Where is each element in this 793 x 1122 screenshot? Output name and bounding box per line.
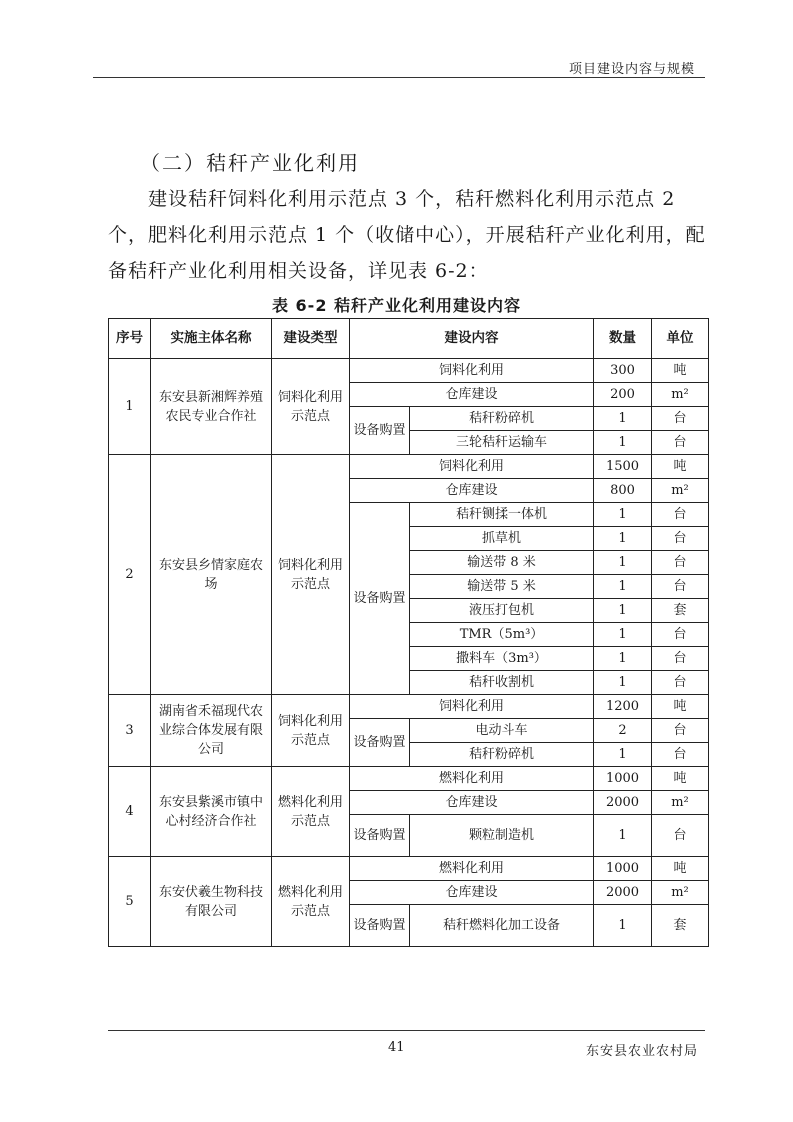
page-number: 41	[388, 1040, 405, 1055]
cell-quantity: 1	[594, 503, 652, 527]
cell-unit: 台	[652, 575, 709, 599]
cell-equip-label: 设备购置	[350, 719, 410, 767]
cell-type: 饲料化利用示范点	[272, 695, 350, 767]
cell-seq: 1	[109, 359, 151, 455]
cell-quantity: 1	[594, 575, 652, 599]
cell-quantity: 1	[594, 905, 652, 947]
cell-content: 颗粒制造机	[410, 815, 594, 857]
cell-quantity: 2	[594, 719, 652, 743]
cell-entity: 东安县紫溪市镇中心村经济合作社	[151, 767, 272, 857]
cell-unit: 台	[652, 671, 709, 695]
cell-entity: 东安伏羲生物科技有限公司	[151, 857, 272, 947]
cell-content: 三轮秸秆运输车	[410, 431, 594, 455]
table-row	[109, 857, 709, 881]
cell-entity: 东安县新湘辉养殖农民专业合作社	[151, 359, 272, 455]
cell-unit: 套	[652, 905, 709, 947]
cell-unit: 台	[652, 647, 709, 671]
cell-content: 饲料化利用	[350, 455, 594, 479]
cell-quantity: 1	[594, 599, 652, 623]
cell-quantity: 1000	[594, 857, 652, 881]
cell-content: TMR（5m³）	[410, 623, 594, 647]
cell-quantity: 1500	[594, 455, 652, 479]
cell-equip-label: 设备购置	[350, 905, 410, 947]
cell-entity: 东安县乡情家庭农场	[151, 455, 272, 695]
footer-divider	[108, 1030, 705, 1031]
cell-unit: 台	[652, 551, 709, 575]
cell-content: 秸秆粉碎机	[410, 407, 594, 431]
cell-quantity: 1	[594, 671, 652, 695]
cell-content: 电动斗车	[410, 719, 594, 743]
cell-quantity: 1	[594, 407, 652, 431]
cell-seq: 5	[109, 857, 151, 947]
table-row	[109, 767, 709, 791]
cell-type: 饲料化利用示范点	[272, 455, 350, 695]
cell-unit: 台	[652, 527, 709, 551]
cell-content: 液压打包机	[410, 599, 594, 623]
cell-unit: m²	[652, 791, 709, 815]
cell-unit: 台	[652, 743, 709, 767]
cell-seq: 2	[109, 455, 151, 695]
cell-quantity: 1	[594, 623, 652, 647]
cell-unit: m²	[652, 881, 709, 905]
cell-unit: 吨	[652, 455, 709, 479]
cell-unit: 吨	[652, 767, 709, 791]
cell-content: 燃料化利用	[350, 767, 594, 791]
table-row	[109, 455, 709, 479]
cell-quantity: 1200	[594, 695, 652, 719]
cell-content: 撒料车（3m³）	[410, 647, 594, 671]
section-title: （二）秸秆产业化利用	[140, 151, 360, 175]
cell-type: 燃料化利用示范点	[272, 857, 350, 947]
running-header: 项目建设内容与规模	[568, 62, 695, 77]
cell-quantity: 1	[594, 743, 652, 767]
cell-type: 饲料化利用示范点	[272, 359, 350, 455]
cell-unit: 吨	[652, 359, 709, 383]
cell-content: 饲料化利用	[350, 359, 594, 383]
header-seq: 序号	[109, 319, 151, 359]
cell-unit: 台	[652, 623, 709, 647]
cell-type: 燃料化利用示范点	[272, 767, 350, 857]
header-type: 建设类型	[272, 319, 350, 359]
table-header-row	[109, 319, 709, 359]
cell-quantity: 1	[594, 815, 652, 857]
cell-content: 饲料化利用	[350, 695, 594, 719]
cell-content: 秸秆粉碎机	[410, 743, 594, 767]
cell-entity: 湖南省禾福现代农业综合体发展有限公司	[151, 695, 272, 767]
cell-seq: 3	[109, 695, 151, 767]
cell-quantity: 1	[594, 647, 652, 671]
cell-unit: m²	[652, 383, 709, 407]
cell-content: 仓库建设	[350, 881, 594, 905]
cell-content: 燃料化利用	[350, 857, 594, 881]
cell-quantity: 2000	[594, 791, 652, 815]
cell-equip-label: 设备购置	[350, 407, 410, 455]
cell-unit: 台	[652, 407, 709, 431]
cell-content: 输送带 8 米	[410, 551, 594, 575]
cell-quantity: 1000	[594, 767, 652, 791]
cell-equip-label: 设备购置	[350, 815, 410, 857]
header-quantity: 数量	[594, 319, 652, 359]
cell-unit: 台	[652, 815, 709, 857]
cell-quantity: 1	[594, 527, 652, 551]
header-entity: 实施主体名称	[151, 319, 272, 359]
header-divider	[93, 77, 705, 78]
table-row	[109, 695, 709, 719]
cell-content: 抓草机	[410, 527, 594, 551]
body-paragraph: 建设秸秆饲料化利用示范点 3 个，秸秆燃料化利用示范点 2 个，肥料化利用示范点 1 个（收储中心），开展秸秆产业化利用，配备秸秆产业化利用相关设备，详见表 6-2：	[108, 188, 706, 282]
cell-equip-label: 设备购置	[350, 503, 410, 695]
header-content: 建设内容	[350, 319, 594, 359]
cell-unit: 台	[652, 503, 709, 527]
construction-content-table	[108, 318, 709, 947]
header-unit: 单位	[652, 319, 709, 359]
cell-content: 仓库建设	[350, 479, 594, 503]
cell-quantity: 800	[594, 479, 652, 503]
cell-unit: 台	[652, 431, 709, 455]
cell-unit: 套	[652, 599, 709, 623]
cell-content: 仓库建设	[350, 791, 594, 815]
cell-content: 仓库建设	[350, 383, 594, 407]
cell-quantity: 2000	[594, 881, 652, 905]
cell-content: 秸秆收割机	[410, 671, 594, 695]
cell-content: 输送带 5 米	[410, 575, 594, 599]
cell-content: 秸秆燃料化加工设备	[410, 905, 594, 947]
cell-unit: 吨	[652, 857, 709, 881]
cell-unit: m²	[652, 479, 709, 503]
cell-unit: 吨	[652, 695, 709, 719]
cell-content: 秸秆铡揉一体机	[410, 503, 594, 527]
cell-unit: 台	[652, 719, 709, 743]
cell-quantity: 200	[594, 383, 652, 407]
table-caption: 表 6-2 秸秆产业化利用建设内容	[271, 296, 522, 315]
cell-seq: 4	[109, 767, 151, 857]
table-row	[109, 359, 709, 383]
cell-quantity: 1	[594, 431, 652, 455]
cell-quantity: 300	[594, 359, 652, 383]
cell-quantity: 1	[594, 551, 652, 575]
footer-organization: 东安县农业农村局	[585, 1044, 698, 1059]
